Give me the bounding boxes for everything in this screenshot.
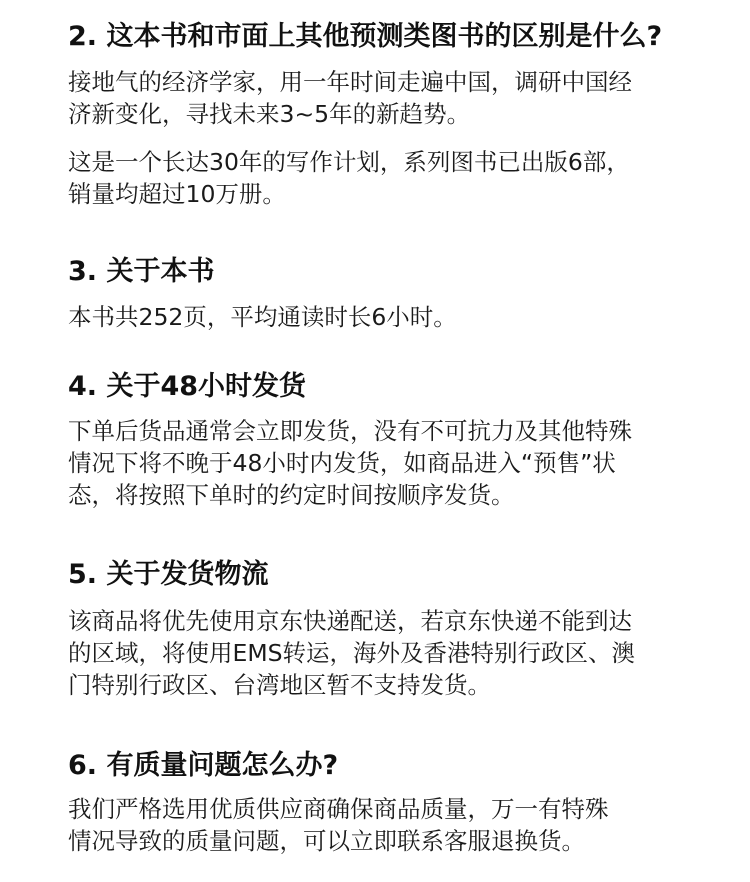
section-5-paragraph-1-line-1: 该商品将优先使用京东快递配送，若京东快递不能到达	[68, 607, 632, 635]
section-6-paragraph-1-line-2: 情况导致的质量问题，可以立即联系客服退换货。	[68, 827, 585, 855]
section-4-paragraph-1	[68, 415, 708, 511]
section-4-paragraph-1-line-1: 下单后货品通常会立即发货，没有不可抗力及其他特殊	[68, 417, 632, 445]
section-6-paragraph-1-line-1: 我们严格选用优质供应商确保商品质量，万一有特殊	[68, 795, 609, 823]
section-4-paragraph-1-line-2: 情况下将不晚于48小时内发货，如商品进入“预售”状	[68, 449, 616, 477]
section-5-paragraph-1-line-3: 门特别行政区、台湾地区暂不支持发货。	[68, 671, 491, 699]
section-2-paragraph-1-line-2: 济新变化，寻找未来3~5年的新趋势。	[68, 100, 471, 128]
section-2-paragraph-2-line-2: 销量均超过10万册。	[68, 180, 286, 208]
section-2-heading: 2. 这本书和市面上其他预测类图书的区别是什么?	[68, 21, 663, 52]
section-2-paragraph-1	[68, 66, 708, 130]
section-5-heading: 5. 关于发货物流	[68, 559, 269, 590]
section-5-paragraph-1-line-2: 的区域，将使用EMS转运，海外及香港特别行政区、澳	[68, 639, 636, 667]
section-3-paragraph-1	[68, 301, 708, 333]
section-3-heading: 3. 关于本书	[68, 256, 215, 287]
section-2-paragraph-2-line-1: 这是一个长达30年的写作计划，系列图书已出版6部，	[68, 148, 630, 176]
section-4-paragraph-1-line-3: 态，将按照下单时的约定时间按顺序发货。	[68, 481, 515, 509]
section-3-paragraph-1-line-1: 本书共252页，平均通读时长6小时。	[68, 303, 457, 331]
section-4-heading: 4. 关于48小时发货	[68, 371, 307, 402]
section-6-heading: 6. 有质量问题怎么办?	[68, 750, 339, 781]
section-2-paragraph-1-line-1: 接地气的经济学家，用一年时间走遍中国，调研中国经	[68, 68, 632, 96]
section-6-paragraph-1	[68, 793, 708, 857]
section-5-paragraph-1	[68, 605, 708, 701]
section-2-paragraph-2	[68, 146, 708, 210]
